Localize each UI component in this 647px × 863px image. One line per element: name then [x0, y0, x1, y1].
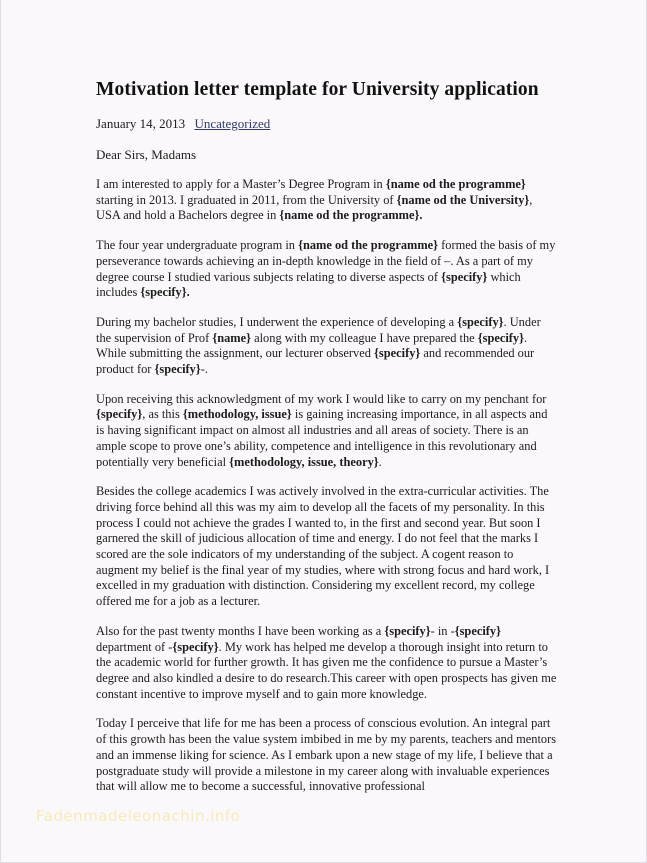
text-run: formed the basis of my perseverance towards achieving an in-depth knowledge in the field of –. As a part of my degree course I studied various subjects relating to diverse aspects of [96, 238, 556, 284]
text-run: -. [200, 362, 208, 377]
page-title: Motivation letter template for University application [96, 79, 539, 100]
text-run: . While submitting the assignment, our lecturer observed [96, 330, 528, 361]
text-run: Upon receiving this acknowledgment of my work I would like to carry on my penchant for [96, 391, 547, 406]
text-run: along with my colleague I have prepared the [251, 330, 478, 345]
paragraph-6 [96, 624, 558, 703]
placeholder-field: {name} [212, 330, 252, 345]
text-run: Besides the college academics I was actively involved in the extra-curricular activities. The driving force behind all this was my aim to develop all the facets of my personality. In this process I could not achieve the grades I wanted to, in the first and second year. But soon I garnered the skill of judicious allocation of time and energy. I do not feel that the marks I scored are the sole indicators of my understanding of the subject. A cogent reason to augment my belief is the final year of my studies, where with strong focus and hard work, I excelled in my graduation with distinction. Considering my excellent record, my college offered me for a job as a lecturer. [96, 484, 550, 609]
paragraph-4 [96, 392, 558, 471]
text-run: The four year undergraduate program in [96, 238, 299, 253]
placeholder-field: {specify} [374, 346, 421, 361]
placeholder-field: {name od the programme}. [279, 208, 423, 223]
text-run: . My work has helped me develop a thorough insight into return to the academic world for further growth. It has given me the confidence to pursue a Master’s degree and also kindled a desire to do research.This career with open prospects has given me constant incentive to improve myself and to gain more knowledge. [96, 639, 557, 701]
placeholder-field: {name od the University} [396, 192, 530, 207]
placeholder-field: {specify} [96, 407, 143, 422]
placeholder-field: {specify}. [140, 285, 190, 300]
salutation: Dear Sirs, Madams [96, 147, 197, 162]
text-run: I am interested to apply for a Master’s Degree Program in [96, 177, 386, 191]
placeholder-field: {specify} [384, 623, 431, 638]
placeholder-field: {specify} [172, 639, 219, 654]
text-run: - in - [430, 623, 455, 638]
text-run: Also for the past twenty months I have been working as a [96, 623, 385, 638]
text-run: . [378, 454, 382, 469]
paragraph-2 [96, 238, 558, 301]
text-run: starting in 2013. I graduated in 2011, from the University of [96, 192, 397, 207]
category-link[interactable]: Uncategorized [194, 116, 271, 131]
placeholder-field: {specify} [441, 269, 488, 284]
placeholder-field: {name od the programme} [385, 177, 526, 191]
text-run: , USA and hold a Bachelors degree in [96, 192, 533, 223]
post-date: January 14, 2013 [96, 116, 186, 131]
placeholder-field: {specify} [457, 314, 504, 329]
text-run: is gaining increasing importance, in all aspects and is having significant impact on almost all industries and all areas of society. There is an ample scope to prove one’s ability, competence and intelligence in this revolutionary and potentially very beneficial [96, 407, 548, 469]
text-run: , as this [142, 407, 183, 422]
placeholder-field: {specify} [477, 330, 524, 345]
placeholder-field: {methodology, issue} [182, 407, 292, 422]
paragraph-3 [96, 315, 558, 378]
paragraph-7 [96, 716, 558, 795]
placeholder-field: {methodology, issue, theory} [229, 454, 379, 469]
text-run: Today I perceive that life for me has been a process of conscious evolution. An integral part of this growth has been the value system imbibed in me by my parents, teachers and mentors and an immense liking for science. As I embark upon a new stage of my life, I believe that a postgraduate study will provide a milestone in my career along with invaluable experiences that will allow me to become a successful, innovative professional [96, 716, 557, 794]
placeholder-field: {specify} [154, 362, 201, 377]
text-run: and recommended our product for [96, 346, 535, 377]
post-meta [96, 116, 558, 132]
text-run: which includes [96, 269, 521, 300]
text-run: . Under the supervision of Prof [96, 314, 541, 345]
letter-content [96, 78, 558, 807]
text-run: department of - [96, 639, 173, 654]
watermark: Fadenmadeleonachin.info [36, 807, 241, 825]
text-run: During my bachelor studies, I underwent the experience of developing a [96, 314, 458, 329]
placeholder-field: {specify} [454, 623, 501, 638]
paragraph-1 [96, 177, 558, 224]
placeholder-field: {name od the programme} [298, 238, 439, 253]
paragraph-5 [96, 484, 558, 610]
